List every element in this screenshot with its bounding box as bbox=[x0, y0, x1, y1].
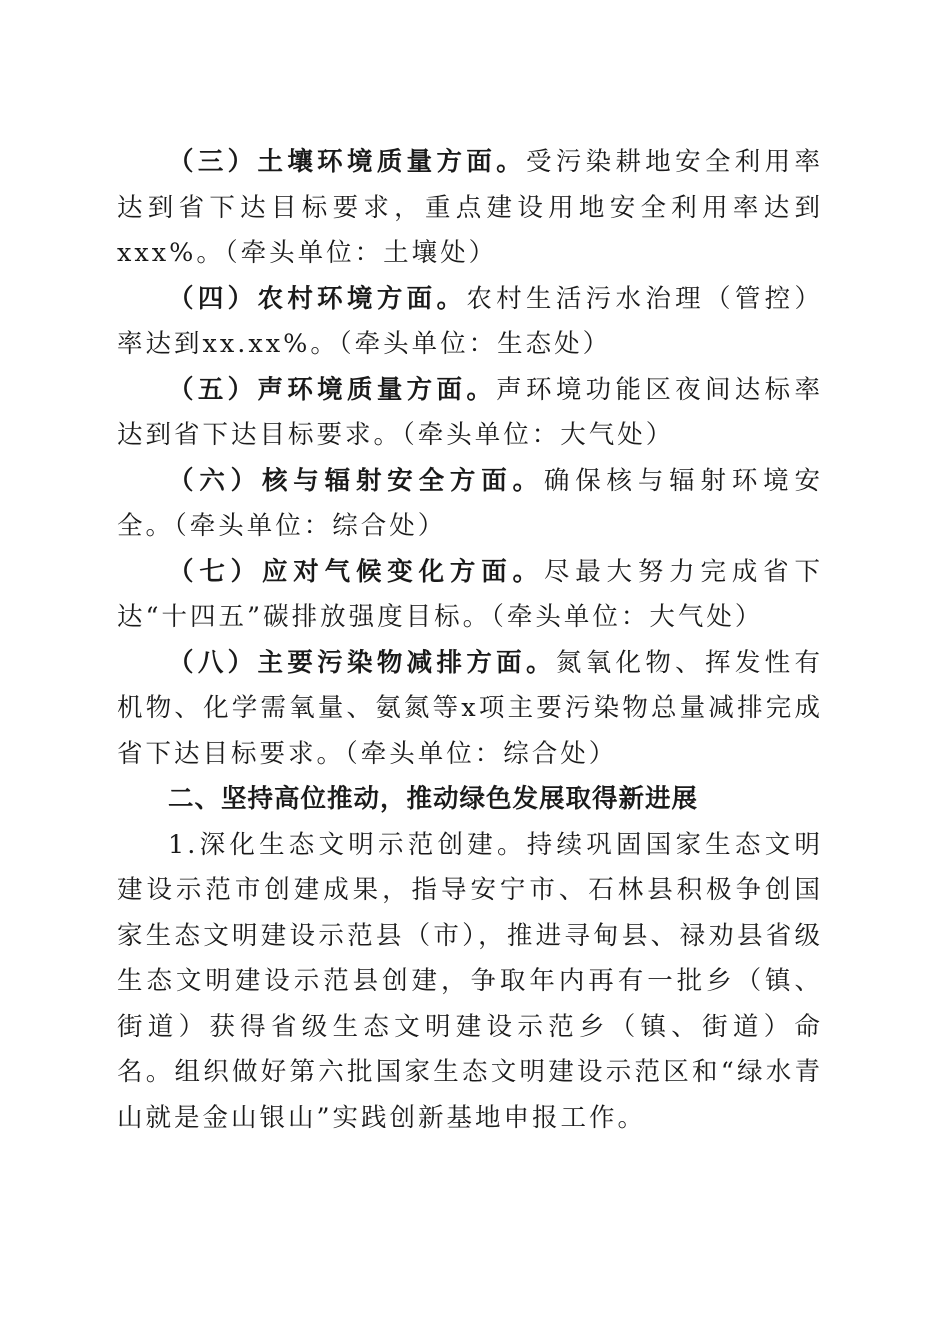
document-page bbox=[117, 140, 823, 1141]
paragraph-body: 氮氧化物、挥发性有机物、化学需氧量、氨氮等x项主要污染物总量减排完成省下达目标要求。（牵头单位：综合处） bbox=[117, 647, 823, 769]
paragraph-lead: （三）土壤环境质量方面。 bbox=[168, 147, 526, 177]
paragraph-lead: （七）应对气候变化方面。 bbox=[168, 556, 544, 587]
paragraph-lead: （六）核与辐射安全方面。 bbox=[168, 465, 544, 496]
paragraph-body: 受污染耕地安全利用率达到省下达目标要求，重点建设用地安全利用率达到xxx%。（牵头单位：土壤处） bbox=[117, 147, 823, 268]
paragraph-body: 农村生活污水治理（管控）率达到xx.xx%。（牵头单位：生态处） bbox=[117, 283, 823, 359]
paragraph-ecological-civilization: 1.深化生态文明示范创建。持续巩固国家生态文明建设示范市创建成果，指导安宁市、石林县积极争创国家生态文明建设示范县（市），推进寻甸县、禄劝县省级生态文明建设示范县创建，争取年内再有一批乡（镇、街道）获得省级生态文明建设示范乡（镇、街道）命名。组织做好第六批国家生态文明建设示范区和“绿水青山就是金山银山”实践创新基地申报工作。 bbox=[117, 829, 823, 1133]
paragraph-nuclear-radiation-safety bbox=[117, 459, 823, 550]
paragraph-lead: （八）主要污染物减排方面。 bbox=[168, 647, 556, 678]
paragraph-body: 声环境功能区夜间达标率达到省下达目标要求。（牵头单位：大气处） bbox=[117, 374, 823, 450]
paragraph-soil-environment bbox=[117, 140, 823, 277]
section-heading: 二、坚持高位推动，推动绿色发展取得新进展 bbox=[168, 784, 699, 814]
paragraph-body: 确保核与辐射环境安全。（牵头单位：综合处） bbox=[117, 465, 823, 541]
paragraph-climate-change bbox=[117, 550, 823, 641]
paragraph-pollutant-reduction bbox=[117, 641, 823, 778]
paragraph-rural-environment bbox=[117, 277, 823, 368]
paragraph-lead: （四）农村环境方面。 bbox=[168, 283, 467, 314]
paragraph-acoustic-environment bbox=[117, 368, 823, 459]
paragraph-body: 尽最大努力完成省下达“十四五”碳排放强度目标。（牵头单位：大气处） bbox=[117, 556, 823, 632]
paragraph-lead: （五）声环境质量方面。 bbox=[168, 374, 497, 405]
